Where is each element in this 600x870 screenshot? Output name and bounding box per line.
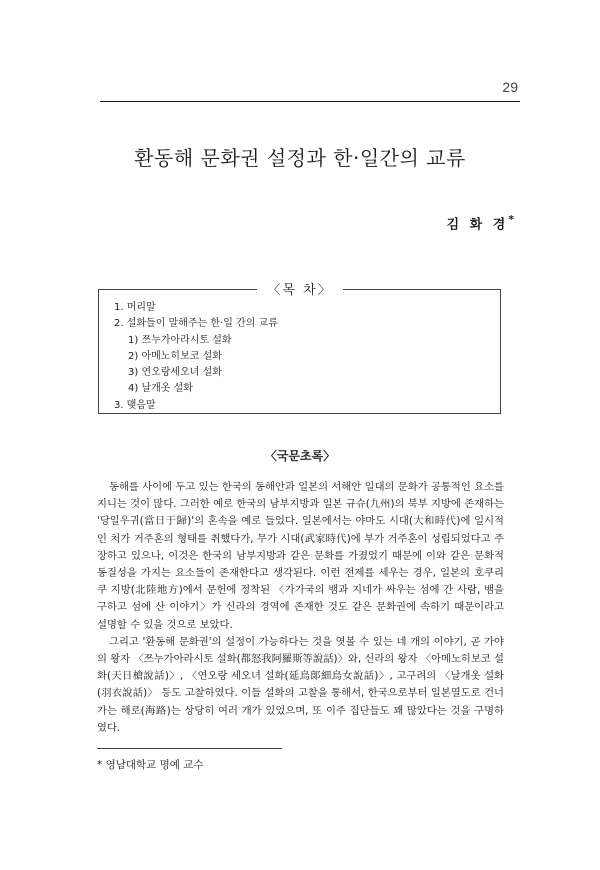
toc-subitem: 3) 연오랑세오녀 설화	[128, 367, 222, 379]
paper-title: 환동해 문화권 설정과 한·일간의 교류	[134, 146, 466, 170]
footnote: * 영남대학교 명예 교수	[97, 759, 204, 771]
author-name	[447, 213, 514, 232]
toc-subitem: 1) 쯔누가아라시토 설화	[128, 334, 232, 346]
toc-subitem: 4) 날개옷 설화	[128, 383, 193, 395]
abstract-paragraph: 동해를 사이에 두고 있는 한국의 동해안과 일본의 서해안 일대의 문화가 공통적인 요소를 지니는 것이 많다. 그러한 예로 한국의 남부지방과 일본 규슈(九州)의 북부 지방에 존재하는 '당일우귀(當日于歸)'의 혼속을 예로 들었다. 일본에서는 야마도 시대(大和時代)에 일시적인 처가 거주혼의 형태를 취했다가, 무가 시대(武家時代)에 부가 거주혼이 성립되었다고 주장하고 있으나, 이것은 한국의 남부지방과 같은 문화를 가졌었기 때문에 이와 같은 문화적 동질성을 가지는 요소들이 존재한다고 생각된다. 이런 전제를 세우는 경우, 일본의 호쿠리쿠 지방(北陸地方)에서 문헌에 정착된 〈가가국의 뱀과 지네가 싸우는 섬에 간 사람, 뱀을 구하고 섬에 산 이야기〉가 신라의 경역에 존재한 것도 같은 문화권에 속하기 때문이라고 설명할 수 있을 것으로 보았다.	[97, 481, 504, 631]
toc-item: 2. 설화들이 말해주는 한·일 간의 교류	[114, 318, 278, 330]
toc-list	[114, 300, 278, 414]
page-number: 29	[502, 79, 518, 95]
toc-heading	[0, 279, 600, 298]
header-rule	[100, 101, 520, 102]
abstract-heading: 〈국문초록〉	[264, 449, 336, 463]
footnote-rule	[97, 748, 282, 749]
toc-heading-text: 〈목 차〉	[257, 283, 342, 298]
toc-subitem: 2) 아메노히보코 설화	[128, 350, 222, 362]
toc-item: 3. 맺음말	[114, 399, 156, 411]
author-text: 김 화 경	[446, 217, 509, 233]
author-footnote-mark: *	[508, 213, 514, 226]
abstract-paragraph: 그리고 '환동해 문화권'의 설정이 가능하다는 것을 엿볼 수 있는 네 개의 이야기, 곧 가야의 왕자 〈쯔누가아라시토 설화(都怒我阿羅斯等說話)〉와, 신라의 왕자 〈아메노히보코 설화(天日槍說話)〉, 〈연오랑 세오녀 설화(延烏郞細烏女說話)〉, 고구려의 〈날개옷 설화(羽衣說話)〉 등도 고찰하였다. 이들 설화의 고찰을 통해서, 한국으로부터 일본열도로 건너가는 해로(海路)는 상당히 여러 개가 있었으며, 또 이주 집단들도 꽤 많았다는 것을 구명하였다.	[97, 635, 504, 734]
toc-item: 1. 머리말	[114, 302, 156, 313]
abstract-body	[97, 479, 504, 737]
